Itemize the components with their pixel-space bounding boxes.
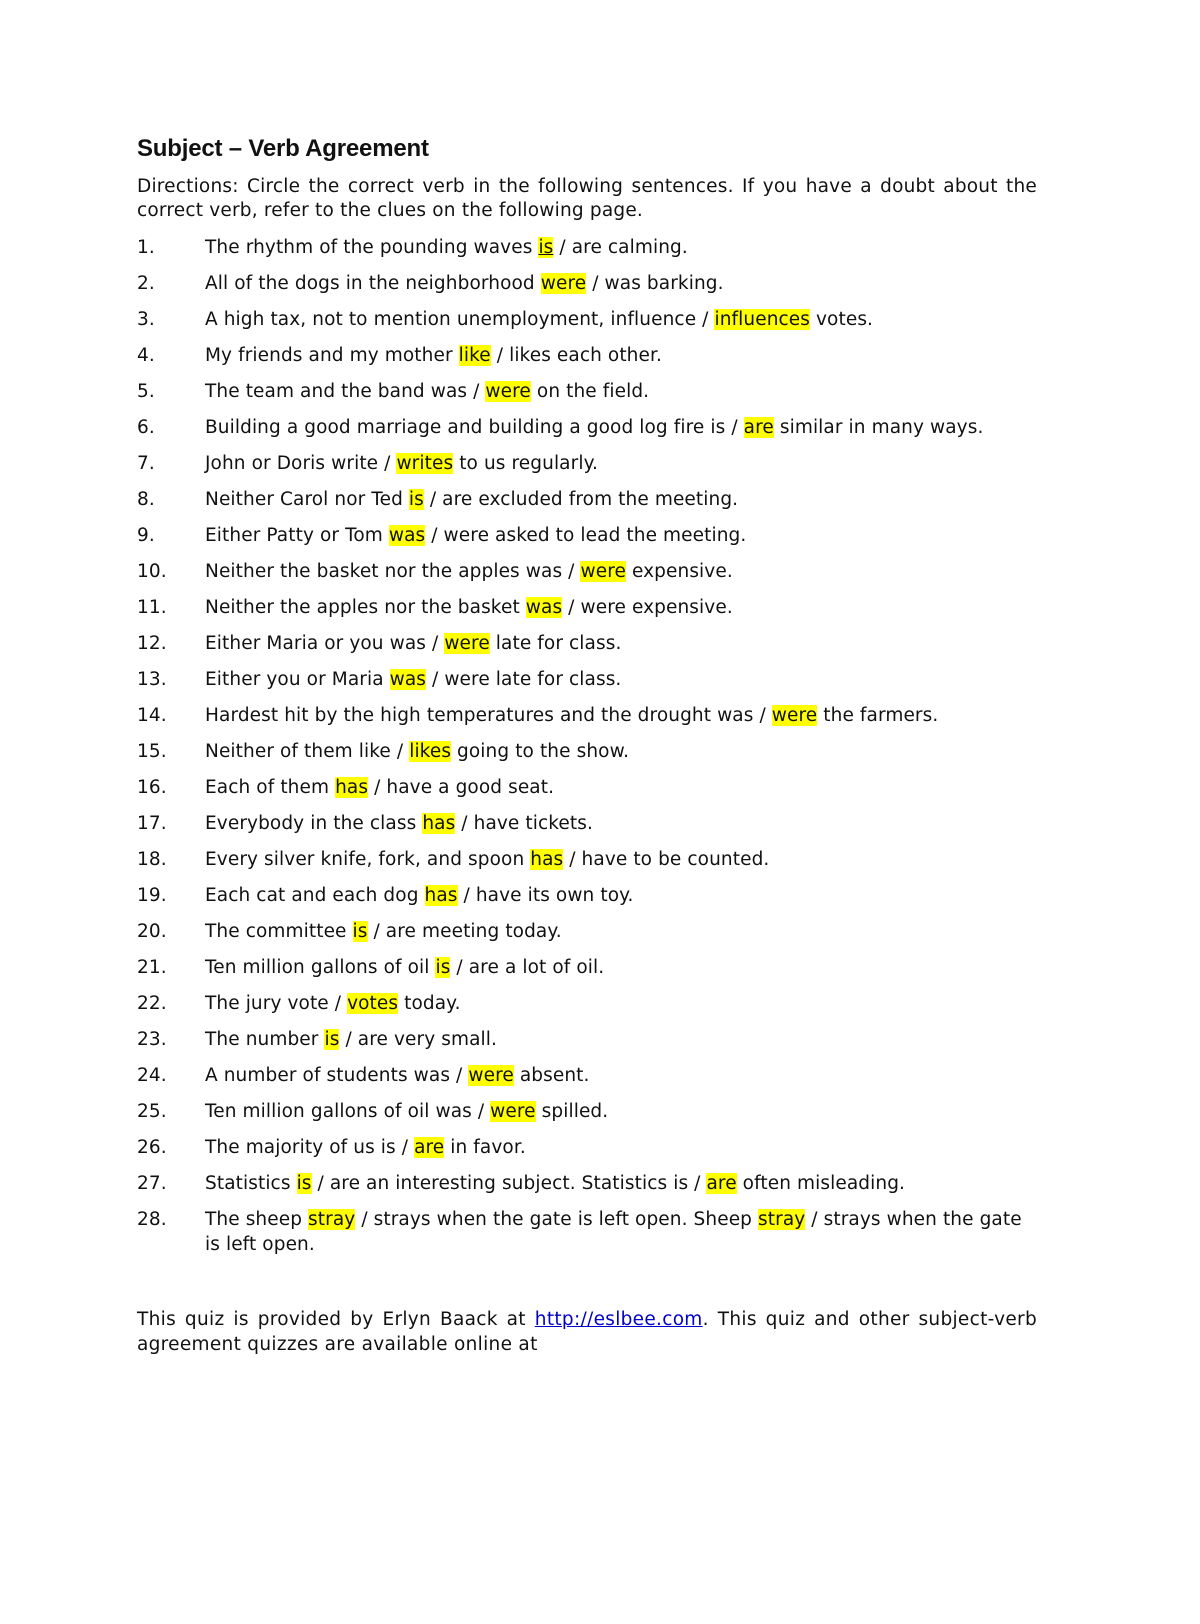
question-number: 16.	[137, 777, 167, 798]
question-number: 13.	[137, 669, 167, 690]
question-text	[205, 307, 1037, 332]
sentence-fragment: A high tax, not to mention unemployment, influence /	[205, 309, 715, 330]
verb-choice-highlighted[interactable]: were	[468, 1065, 514, 1086]
verb-choice-highlighted[interactable]: are	[414, 1137, 445, 1158]
question-number: 2.	[137, 273, 155, 294]
sentence-fragment: votes.	[810, 309, 874, 330]
question-number: 17.	[137, 813, 167, 834]
sentence-fragment: today.	[398, 993, 461, 1014]
question-text	[205, 343, 1037, 368]
question-item	[137, 703, 1037, 728]
question-item	[137, 415, 1037, 440]
directions-text: Directions: Circle the correct verb in the following sentences. If you have a doubt about the correct verb, refer to the clues on the following page.	[137, 176, 1037, 221]
question-number: 9.	[137, 525, 155, 546]
sentence-fragment: A number of students was /	[205, 1065, 469, 1086]
verb-choice-highlighted[interactable]: has	[424, 885, 458, 906]
question-item	[137, 1135, 1037, 1160]
sentence-fragment: Neither of them like /	[205, 741, 410, 762]
question-item	[137, 523, 1037, 548]
verb-choice-highlighted[interactable]: has	[530, 849, 564, 870]
question-number: 8.	[137, 489, 155, 510]
sentence-fragment: / were expensive.	[562, 597, 733, 618]
verb-choice-highlighted[interactable]: were	[771, 705, 818, 726]
page-title: Subject – Verb Agreement	[137, 135, 429, 162]
sentence-fragment: / are meeting today.	[367, 921, 562, 942]
question-number: 15.	[137, 741, 167, 762]
question-text	[205, 1063, 1037, 1088]
sentence-fragment: absent.	[513, 1065, 590, 1086]
document-page	[137, 135, 1037, 1376]
question-item	[137, 811, 1037, 836]
sentence-fragment: The team and the band was /	[205, 381, 486, 402]
question-text	[205, 235, 1037, 260]
question-item	[137, 739, 1037, 764]
question-item	[137, 595, 1037, 620]
question-item	[137, 343, 1037, 368]
sentence-fragment: Each of them	[205, 777, 336, 798]
question-item	[137, 451, 1037, 476]
question-item	[137, 667, 1037, 692]
question-text	[205, 811, 1037, 836]
sentence-fragment: / are a lot of oil.	[450, 957, 605, 978]
question-text	[205, 1135, 1037, 1160]
question-text	[205, 631, 1037, 656]
sentence-fragment: The jury vote /	[205, 993, 348, 1014]
sentence-fragment: on the field.	[530, 381, 650, 402]
question-text	[205, 955, 1037, 980]
sentence-fragment: Ten million gallons of oil	[205, 957, 436, 978]
question-text	[205, 487, 1037, 512]
sentence-fragment: / have its own toy.	[457, 885, 634, 906]
sentence-fragment: / have to be counted.	[563, 849, 770, 870]
verb-choice-highlighted[interactable]: are	[706, 1173, 737, 1194]
sentence-fragment: / was barking.	[586, 273, 724, 294]
question-number: 19.	[137, 885, 167, 906]
question-text	[205, 919, 1037, 944]
question-text	[205, 667, 1037, 692]
sentence-fragment: / strays when the gate is left open. Sheep	[355, 1209, 759, 1230]
sentence-fragment: The rhythm of the pounding waves	[205, 237, 539, 258]
question-item	[137, 379, 1037, 404]
verb-choice-highlighted[interactable]: is	[435, 957, 451, 978]
question-item	[137, 271, 1037, 296]
question-number: 18.	[137, 849, 167, 870]
question-text	[205, 847, 1037, 872]
question-item	[137, 1027, 1037, 1052]
question-number: 6.	[137, 417, 155, 438]
question-number: 26.	[137, 1137, 167, 1158]
sentence-fragment: Hardest hit by the high temperatures and the drought was /	[205, 705, 772, 726]
sentence-fragment: The sheep	[205, 1209, 309, 1230]
sentence-fragment: Building a good marriage and building a good log fire is /	[205, 417, 744, 438]
sentence-fragment: Neither the basket nor the apples was /	[205, 561, 581, 582]
question-text	[205, 775, 1037, 800]
sentence-fragment: / have a good seat.	[368, 777, 555, 798]
verb-choice-highlighted[interactable]: like	[458, 345, 491, 366]
sentence-fragment: Either Patty or Tom	[205, 525, 389, 546]
sentence-fragment: All of the dogs in the neighborhood	[205, 273, 541, 294]
question-item	[137, 955, 1037, 980]
sentence-fragment: / are calming.	[553, 237, 688, 258]
question-text	[205, 415, 1037, 440]
sentence-fragment: Ten million gallons of oil was /	[205, 1101, 491, 1122]
sentence-fragment: / are very small.	[339, 1029, 497, 1050]
question-text	[205, 1027, 1037, 1052]
sentence-fragment: Statistics	[205, 1173, 297, 1194]
sentence-fragment: Either Maria or you was /	[205, 633, 445, 654]
question-text	[205, 1099, 1037, 1124]
verb-choice-highlighted[interactable]: influences	[714, 309, 811, 330]
sentence-fragment: Every silver knife, fork, and spoon	[205, 849, 531, 870]
verb-choice-highlighted[interactable]: is	[296, 1173, 312, 1194]
question-text	[205, 703, 1037, 728]
sentence-fragment: / strays when the gate is left open.	[205, 1209, 1022, 1255]
sentence-fragment: / are an interesting subject. Statistics is /	[311, 1173, 707, 1194]
verb-choice-highlighted[interactable]: is	[324, 1029, 340, 1050]
sentence-fragment: Either you or Maria	[205, 669, 390, 690]
sentence-fragment: The number	[205, 1029, 325, 1050]
question-number: 12.	[137, 633, 167, 654]
question-number: 4.	[137, 345, 155, 366]
verb-choice-highlighted[interactable]: writes	[396, 453, 454, 474]
verb-choice-highlighted[interactable]: were	[580, 561, 626, 582]
question-item	[137, 1099, 1037, 1124]
sentence-fragment: The majority of us is /	[205, 1137, 415, 1158]
question-number: 28.	[137, 1209, 167, 1230]
question-item	[137, 559, 1037, 584]
question-item	[137, 307, 1037, 332]
verb-choice-highlighted[interactable]: has	[422, 813, 456, 834]
verb-choice-highlighted[interactable]: were	[540, 273, 587, 294]
question-item	[137, 775, 1037, 800]
question-list	[137, 235, 1037, 1257]
sentence-fragment: to us regularly.	[453, 453, 598, 474]
sentence-fragment: John or Doris write /	[205, 453, 397, 474]
sentence-fragment: Neither Carol nor Ted	[205, 489, 409, 510]
verb-choice-highlighted[interactable]: were	[490, 1101, 536, 1122]
question-text	[205, 1171, 1037, 1196]
question-number: 10.	[137, 561, 167, 582]
question-text	[205, 991, 1037, 1016]
verb-choice-highlighted[interactable]: is	[352, 921, 368, 942]
question-text	[205, 559, 1037, 584]
question-number: 1.	[137, 237, 155, 258]
sentence-fragment: Each cat and each dog	[205, 885, 425, 906]
verb-choice-highlighted[interactable]: was	[389, 669, 427, 690]
verb-choice-highlighted[interactable]: has	[335, 777, 369, 798]
question-number: 11.	[137, 597, 167, 618]
question-item	[137, 1063, 1037, 1088]
footer-text-after: . This quiz and other subject-verb agreement quizzes are available online at	[137, 1309, 1037, 1355]
verb-choice-highlighted[interactable]: is	[538, 237, 554, 258]
sentence-fragment: similar in many ways.	[773, 417, 984, 438]
sentence-fragment: often misleading.	[736, 1173, 906, 1194]
sentence-fragment: Neither the apples nor the basket	[205, 597, 526, 618]
question-number: 21.	[137, 957, 167, 978]
question-number: 20.	[137, 921, 167, 942]
question-text	[205, 739, 1037, 764]
sentence-fragment: / were late for class.	[426, 669, 622, 690]
question-number: 22.	[137, 993, 167, 1014]
question-number: 3.	[137, 309, 155, 330]
sentence-fragment: / are excluded from the meeting.	[423, 489, 739, 510]
question-text	[205, 1207, 1037, 1257]
sentence-fragment: My friends and my mother	[205, 345, 459, 366]
sentence-fragment: expensive.	[625, 561, 733, 582]
footer-credit	[137, 1307, 1037, 1357]
question-text	[205, 451, 1037, 476]
question-item	[137, 883, 1037, 908]
question-item	[137, 1207, 1037, 1257]
question-text	[205, 379, 1037, 404]
question-item	[137, 487, 1037, 512]
verb-choice-highlighted[interactable]: are	[743, 417, 774, 438]
verb-choice-highlighted[interactable]: is	[408, 489, 424, 510]
question-number: 23.	[137, 1029, 167, 1050]
verb-choice-highlighted[interactable]: was	[388, 525, 426, 546]
question-number: 27.	[137, 1173, 167, 1194]
question-item	[137, 1171, 1037, 1196]
sentence-fragment: late for class.	[489, 633, 622, 654]
verb-choice-highlighted[interactable]: was	[525, 597, 563, 618]
question-text	[205, 271, 1037, 296]
sentence-fragment: / have tickets.	[455, 813, 593, 834]
question-number: 5.	[137, 381, 155, 402]
question-number: 14.	[137, 705, 167, 726]
verb-choice-highlighted[interactable]: were	[444, 633, 490, 654]
sentence-fragment: / were asked to lead the meeting.	[425, 525, 747, 546]
verb-choice-highlighted[interactable]: were	[485, 381, 531, 402]
question-item	[137, 919, 1037, 944]
verb-choice-highlighted[interactable]: stray	[758, 1209, 806, 1230]
question-number: 7.	[137, 453, 155, 474]
question-text	[205, 523, 1037, 548]
verb-choice-highlighted[interactable]: likes	[409, 741, 452, 762]
question-text	[205, 883, 1037, 908]
sentence-fragment: Everybody in the class	[205, 813, 423, 834]
question-number: 25.	[137, 1101, 167, 1122]
eslbee-link[interactable]: http://eslbee.com	[534, 1309, 703, 1330]
question-item	[137, 991, 1037, 1016]
sentence-fragment: spilled.	[535, 1101, 609, 1122]
question-item	[137, 235, 1037, 260]
question-item	[137, 847, 1037, 872]
footer-text-before: This quiz is provided by Erlyn Baack at	[137, 1309, 535, 1330]
question-item	[137, 631, 1037, 656]
sentence-fragment: / likes each other.	[490, 345, 662, 366]
sentence-fragment: going to the show.	[451, 741, 630, 762]
sentence-fragment: The committee	[205, 921, 353, 942]
verb-choice-highlighted[interactable]: votes	[347, 993, 399, 1014]
question-text	[205, 595, 1037, 620]
sentence-fragment: in favor.	[444, 1137, 526, 1158]
sentence-fragment: the farmers.	[817, 705, 939, 726]
verb-choice-highlighted[interactable]: stray	[308, 1209, 356, 1230]
question-number: 24.	[137, 1065, 167, 1086]
